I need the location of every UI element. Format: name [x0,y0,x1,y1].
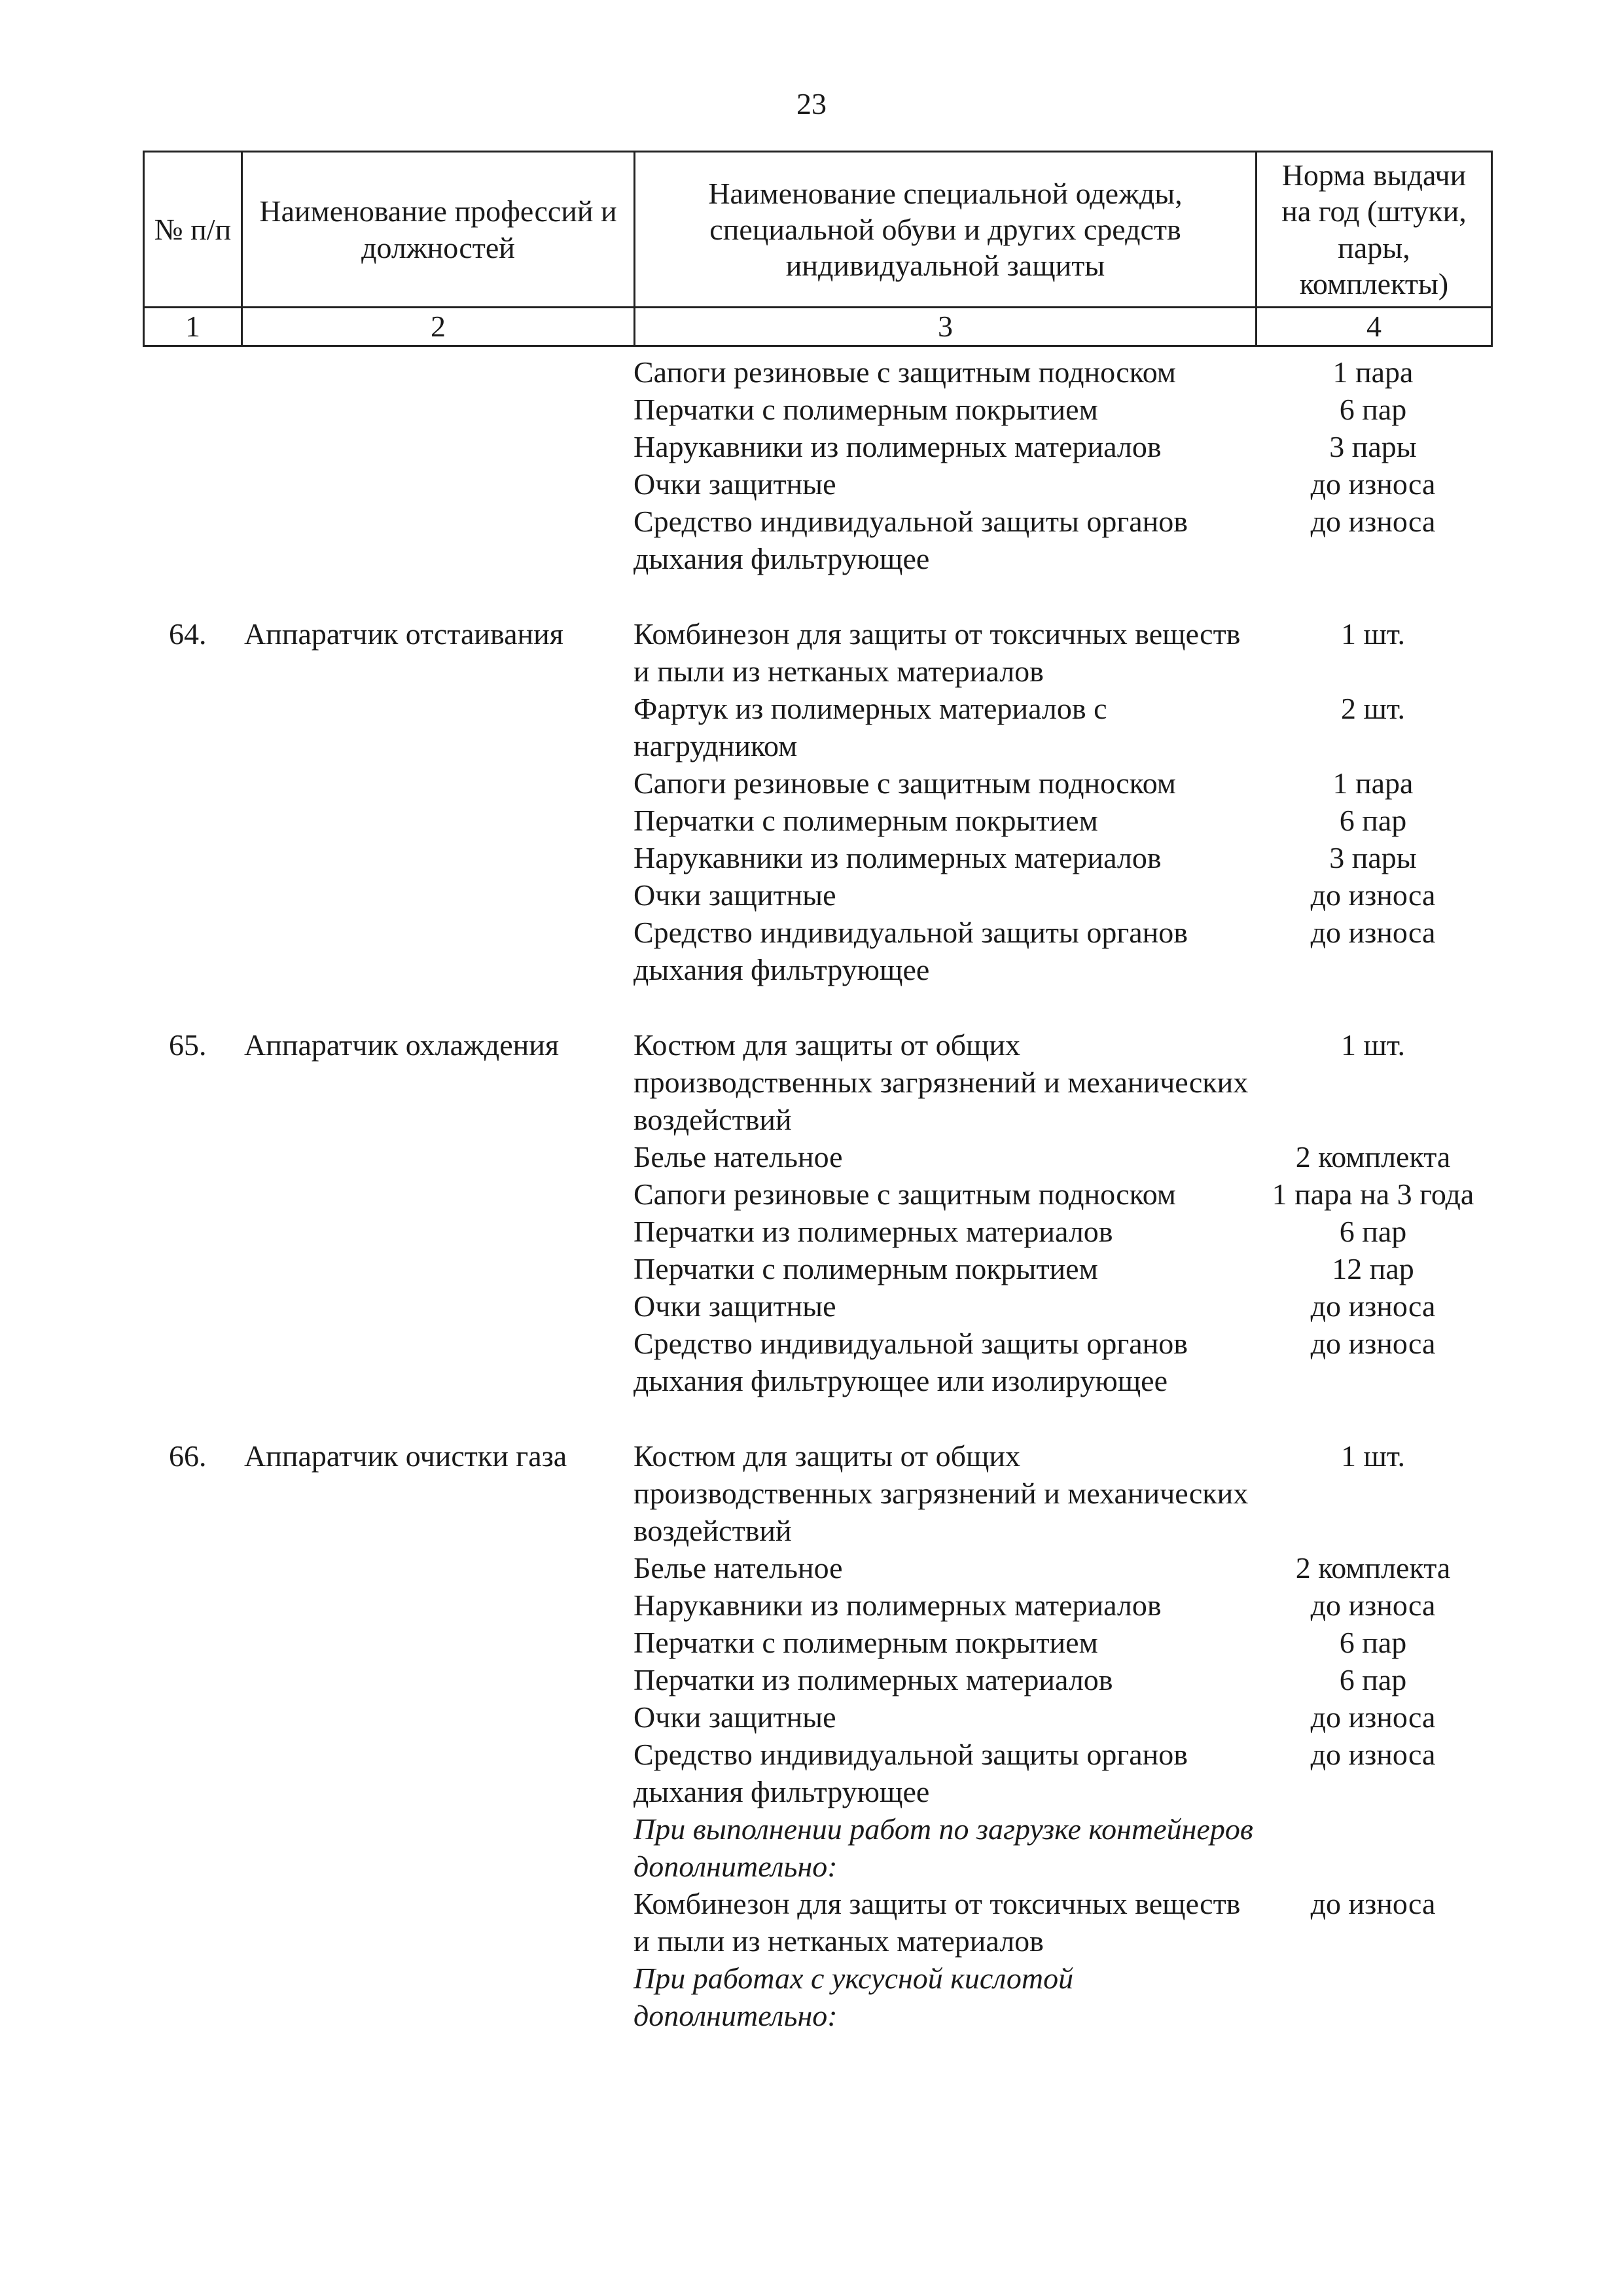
list-item [633,839,1491,876]
list-item [633,1736,1491,1810]
issue-norm: 6 пар [1339,1215,1407,1248]
list-item [633,764,1491,802]
equipment-name: Перчатки с полимерным покрытием [633,1252,1098,1285]
equipment-name: Сапоги резиновые с защитным подноском [633,766,1176,800]
list-item [633,1698,1491,1736]
list-item [633,1213,1491,1250]
issue-norm: 2 шт. [1340,692,1406,725]
issue-norm: 12 пар [1332,1252,1414,1285]
equipment-name: Очки защитные [633,467,836,501]
issue-norm: 1 шт. [1340,1028,1406,1062]
equipment-name: Комбинезон для защиты от токсичных веществ и пыли из нетканых материалов [633,617,1241,688]
equipment-name: Средство индивидуальной защиты органов дыхания фильтрующее [633,1738,1188,1808]
list-item [633,1175,1491,1213]
issue-norm: до износа [1310,916,1436,949]
list-item [633,1437,1491,1549]
issue-norm: до износа [1310,1700,1436,1734]
equipment-name: Нарукавники из полимерных материалов [633,1588,1162,1622]
header-num-4: 4 [1257,308,1492,346]
list-item [633,615,1491,690]
equipment-name: Белье нательное [633,1551,843,1585]
equipment-name: Сапоги резиновые с защитным подноском [633,1177,1176,1211]
issue-norm: до износа [1310,1289,1436,1323]
issue-norm: 1 шт. [1340,1439,1406,1473]
equipment-name: Очки защитные [633,878,836,912]
header-num-2: 2 [242,308,635,346]
issue-norm: до износа [1310,1327,1436,1360]
header-col-norm: Норма выдачи на год (штуки, пары, комплекты) [1257,152,1492,308]
equipment-name: Костюм для защиты от общих производственных загрязнений и механических воздействий [633,1439,1249,1547]
list-item [633,428,1491,465]
table-header [143,151,1493,347]
list-item [633,1138,1491,1175]
equipment-name: Перчатки с полимерным покрытием [633,804,1098,837]
equipment-name: Перчатки из полимерных материалов [633,1215,1113,1248]
list-item [633,1885,1491,1960]
header-col-profession: Наименование профессий и должностей [242,152,635,308]
issue-norm: 2 комплекта [1295,1140,1451,1174]
equipment-name: Фартук из полимерных материалов с нагрудником [633,692,1107,762]
equipment-list [633,353,1491,577]
list-item [633,1325,1491,1399]
equipment-name: Перчатки из полимерных материалов [633,1663,1113,1696]
equipment-list [633,1026,1491,1399]
issue-norm: 6 пар [1339,1626,1407,1659]
list-item [633,1250,1491,1287]
row-number: 64. [169,617,207,651]
issue-norm: 3 пары [1329,841,1417,874]
issue-norm [1255,1810,1491,1885]
equipment-name: Средство индивидуальной защиты органов дыхания фильтрующее [633,505,1188,575]
equipment-name: Нарукавники из полимерных материалов [633,841,1162,874]
list-item [633,1661,1491,1698]
issue-norm: до износа [1310,1738,1436,1771]
header-col-equipment: Наименование специальной одежды, специальной обуви и других средств индивидуальной защиты [635,152,1257,308]
issue-norm: до износа [1310,467,1436,501]
equipment-name: Перчатки с полимерным покрытием [633,1626,1098,1659]
equipment-name: Нарукавники из полимерных материалов [633,430,1162,463]
equipment-name: Перчатки с полимерным покрытием [633,393,1098,426]
issue-norm: 1 пара на 3 года [1272,1177,1474,1211]
issue-norm: 1 шт. [1340,617,1406,651]
table-row [143,1437,1491,2034]
page-number: 23 [796,87,827,120]
profession-name: Аппаратчик охлаждения [244,1028,560,1062]
issue-norm: до износа [1310,505,1436,538]
issue-norm: до износа [1310,1588,1436,1622]
list-item [633,802,1491,839]
additional-note: При работах с уксусной кислотой дополнительно: [633,1962,1074,2032]
list-item [633,465,1491,503]
additional-note: При выполнении работ по загрузке контейнеров дополнительно: [633,1812,1253,1883]
equipment-list [633,1437,1491,2034]
equipment-name: Сапоги резиновые с защитным подноском [633,355,1176,389]
profession-name: Аппаратчик отстаивания [244,617,563,651]
equipment-name: Белье нательное [633,1140,843,1174]
list-item [633,391,1491,428]
list-item [633,1810,1491,1885]
equipment-list [633,615,1491,988]
table-body [143,353,1491,2034]
header-col-number: № п/п [144,152,242,308]
issue-norm: 3 пары [1329,430,1417,463]
equipment-name: Средство индивидуальной защиты органов дыхания фильтрующее или изолирующее [633,1327,1188,1397]
list-item [633,1287,1491,1325]
issue-norm: 6 пар [1339,1663,1407,1696]
list-item [633,1549,1491,1587]
issue-norm: до износа [1310,1887,1436,1920]
table-row [143,615,1491,988]
issue-norm: до износа [1310,878,1436,912]
row-number [143,353,241,577]
list-item [633,914,1491,988]
table-row [143,353,1491,577]
equipment-name: Очки защитные [633,1289,836,1323]
list-item [633,1624,1491,1661]
profession-name: Аппаратчик очистки газа [244,1439,567,1473]
issue-norm: 6 пар [1339,393,1407,426]
list-item [633,353,1491,391]
row-number: 65. [169,1028,207,1062]
equipment-name: Очки защитные [633,1700,836,1734]
list-item [633,876,1491,914]
list-item [633,1026,1491,1138]
list-item [633,1587,1491,1624]
row-number: 66. [169,1439,207,1473]
issue-norm: 2 комплекта [1295,1551,1451,1585]
profession-name [241,353,633,577]
issue-norm [1255,1960,1491,2034]
table-row [143,1026,1491,1399]
issue-norm: 6 пар [1339,804,1407,837]
issue-norm: 1 пара [1332,766,1414,800]
equipment-name: Комбинезон для защиты от токсичных веществ и пыли из нетканых материалов [633,1887,1241,1958]
header-num-3: 3 [635,308,1257,346]
equipment-name: Средство индивидуальной защиты органов дыхания фильтрующее [633,916,1188,986]
issue-norm: 1 пара [1332,355,1414,389]
equipment-name: Костюм для защиты от общих производственных загрязнений и механических воздействий [633,1028,1249,1136]
list-item [633,690,1491,764]
list-item [633,503,1491,577]
header-num-1: 1 [144,308,242,346]
list-item [633,1960,1491,2034]
